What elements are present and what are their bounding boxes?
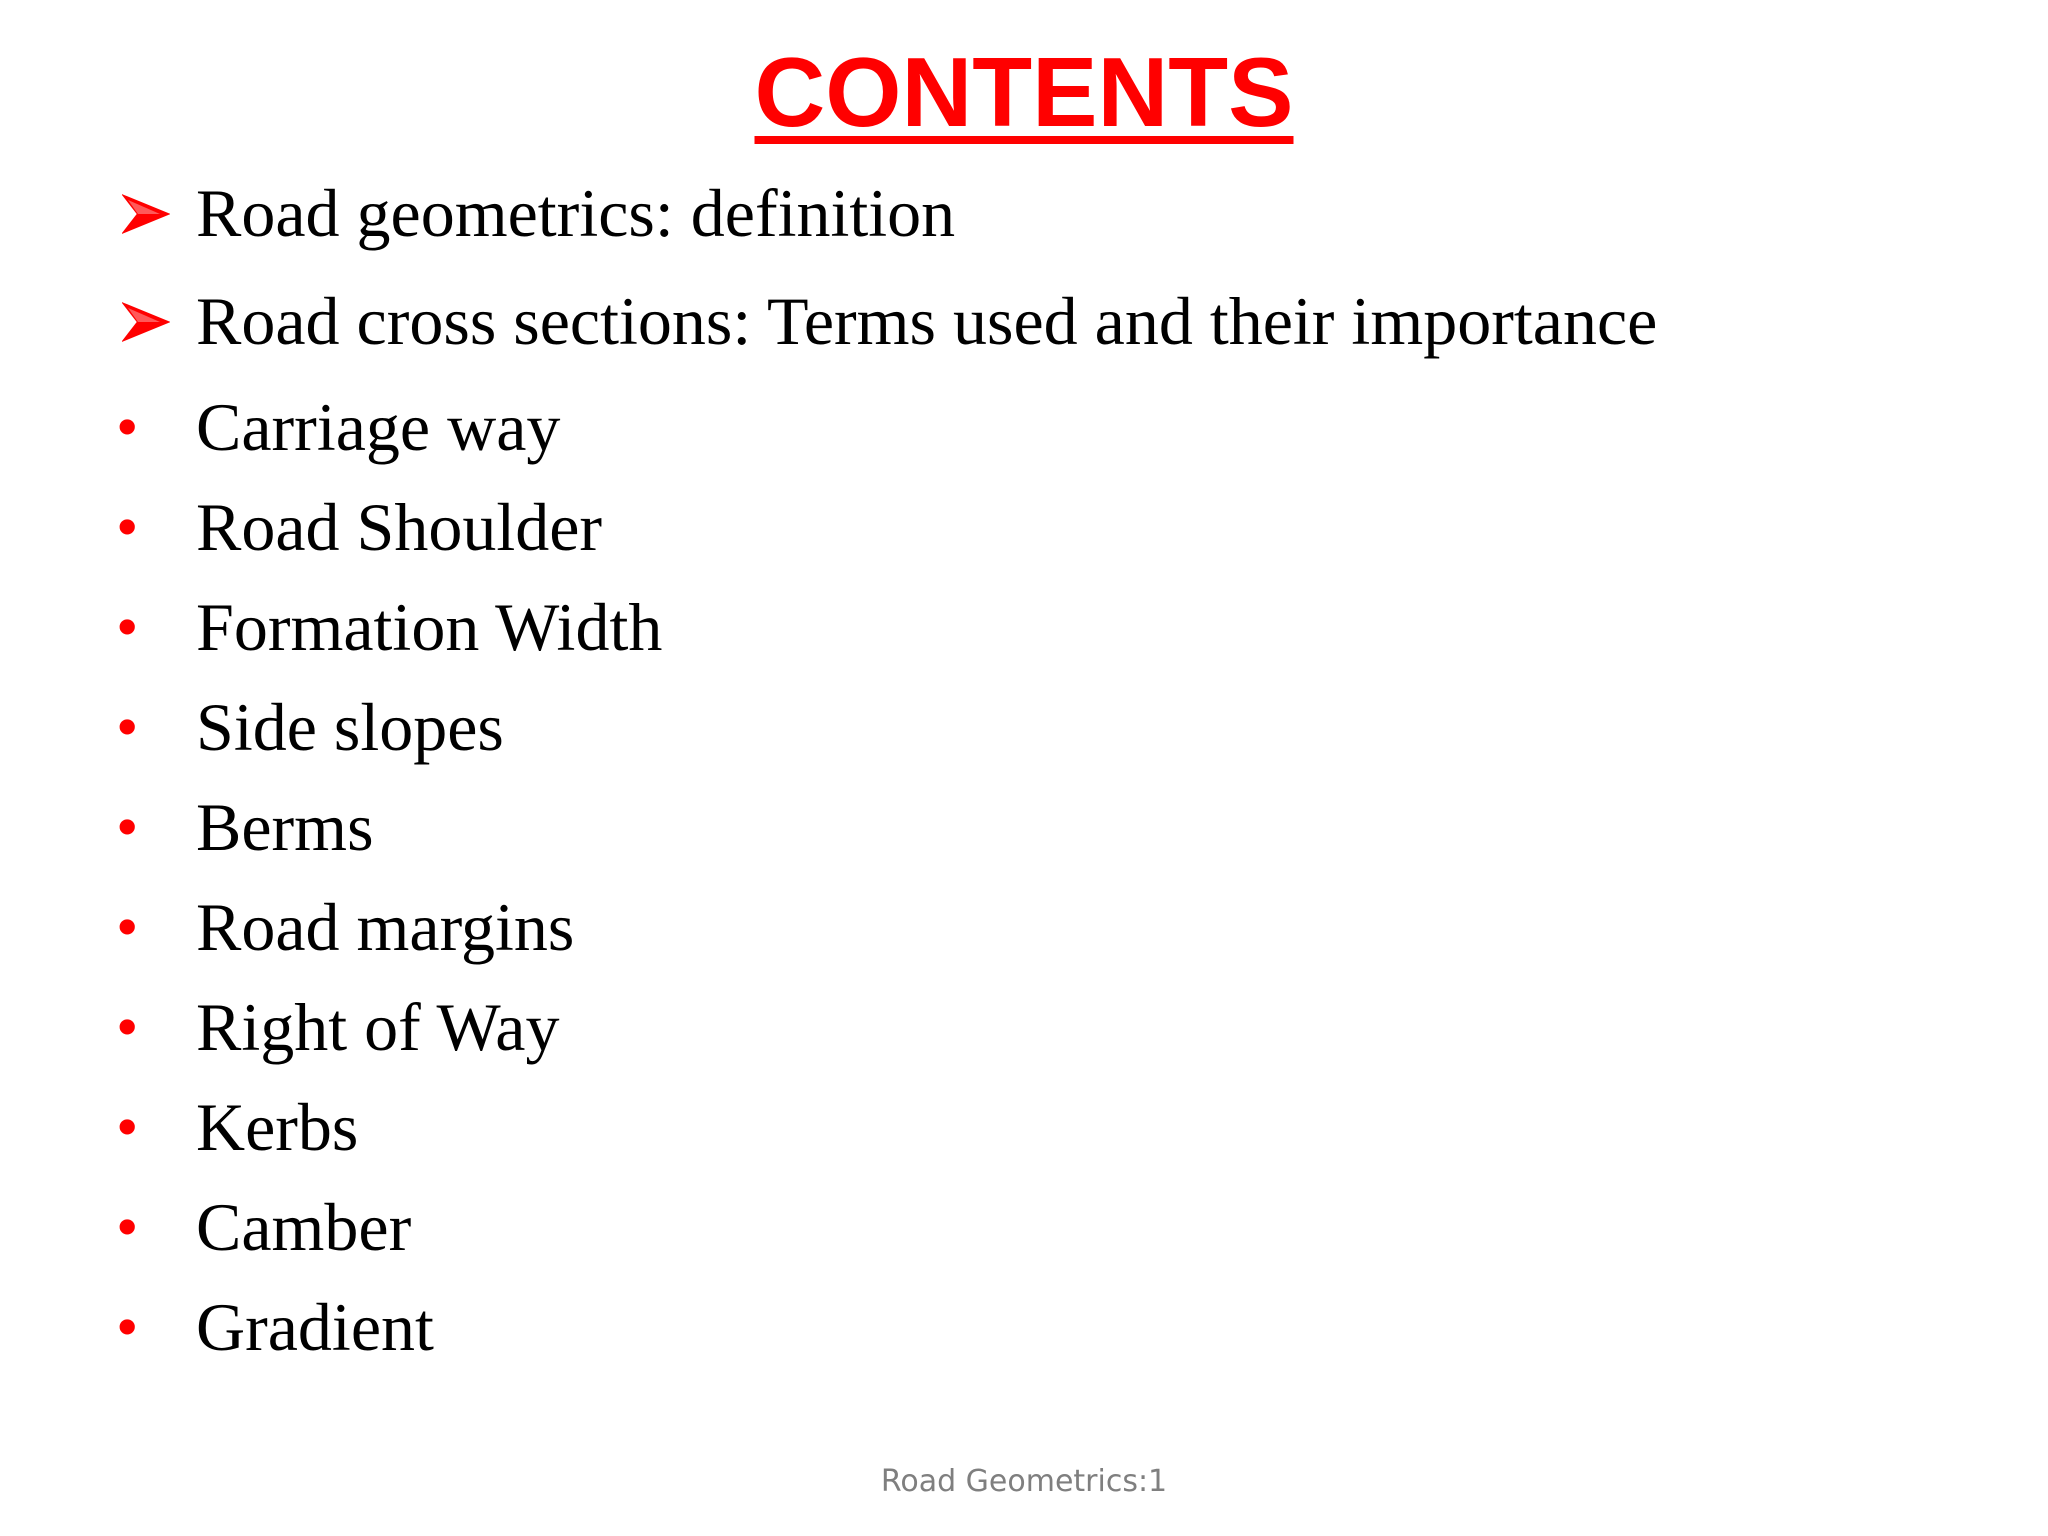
slide-title-text: CONTENTS	[754, 37, 1294, 147]
dot-bullet-icon: •	[116, 691, 139, 762]
slide-footer: Road Geometrics:1	[880, 1464, 1168, 1499]
list-item-text: Road geometrics: definition	[196, 175, 956, 251]
list-item	[0, 1282, 2048, 1372]
dot-bullet-icon: •	[116, 491, 139, 562]
arrow-bullet-icon	[112, 168, 182, 258]
list-item-text: Gradient	[196, 1289, 434, 1365]
dot-bullet-icon: •	[116, 1191, 139, 1262]
list-item-text: Road cross sections: Terms used and their importance	[196, 283, 1658, 359]
list-item	[0, 982, 2048, 1072]
dot-bullet-icon: •	[116, 791, 139, 862]
list-item	[0, 782, 2048, 872]
dot-bullet-icon: •	[116, 391, 139, 462]
arrow-bullet-icon	[112, 276, 182, 366]
list-item-text: Carriage way	[196, 389, 561, 465]
list-item	[0, 482, 2048, 572]
list-item-text: Right of Way	[196, 989, 560, 1065]
list-item	[0, 168, 2048, 258]
list-item-text: Camber	[196, 1189, 412, 1265]
dot-bullet-icon: •	[116, 1091, 139, 1162]
list-item-text: Kerbs	[196, 1089, 359, 1165]
dot-bullet-icon: •	[116, 991, 139, 1062]
dot-bullet-icon: •	[116, 591, 139, 662]
list-item-text: Road Shoulder	[196, 489, 603, 565]
list-item-text: Formation Width	[196, 589, 663, 665]
list-item	[0, 382, 2048, 472]
list-item-text: Berms	[196, 789, 374, 865]
dot-bullet-icon: •	[116, 891, 139, 962]
list-item-text: Road margins	[196, 889, 575, 965]
list-item	[0, 582, 2048, 672]
list-item	[0, 1082, 2048, 1172]
list-item-text: Side slopes	[196, 689, 504, 765]
list-item	[0, 882, 2048, 972]
list-item	[0, 682, 2048, 772]
list-item	[0, 1182, 2048, 1272]
dot-bullet-icon: •	[116, 1291, 139, 1362]
list-item	[0, 276, 2048, 366]
